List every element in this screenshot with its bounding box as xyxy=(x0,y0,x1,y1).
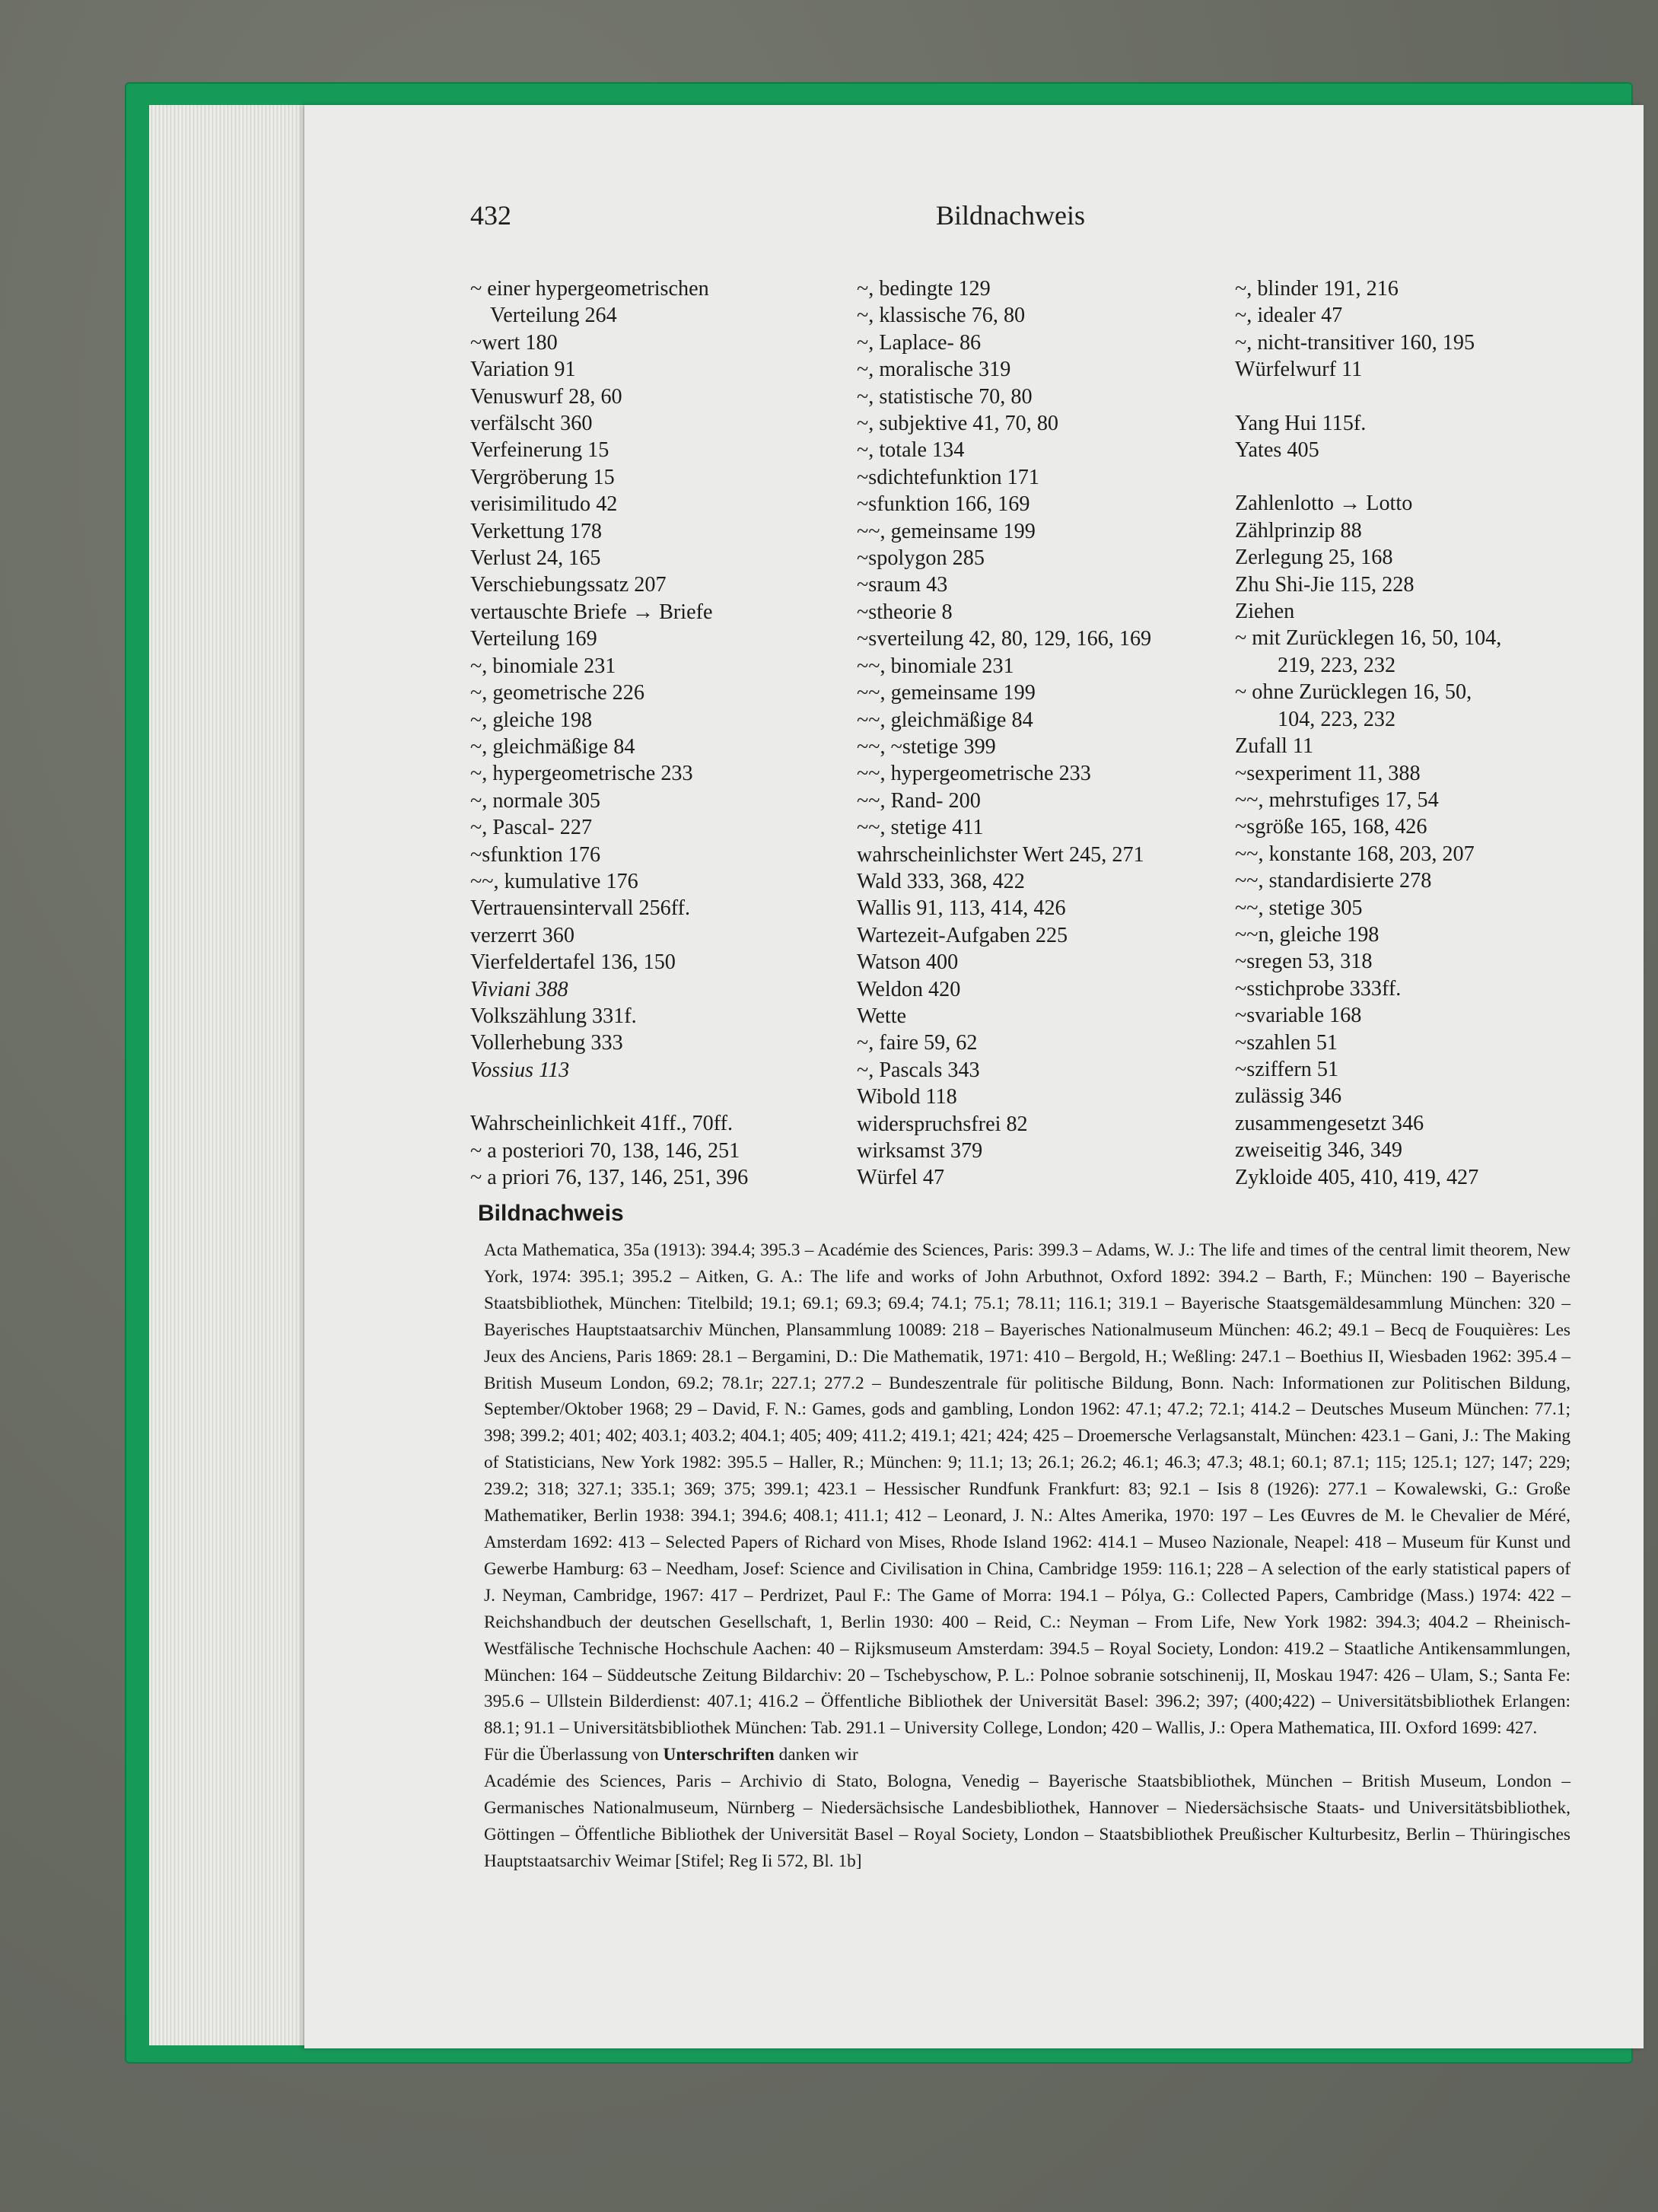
index-entry: 219, 223, 232 xyxy=(1278,653,1396,677)
credits-block xyxy=(484,1237,1570,1875)
index-column-1 xyxy=(470,275,843,1191)
index-entry: widerspruchsfrei 82 xyxy=(857,1112,1028,1136)
index-entry: ~~, gemeinsame 199 xyxy=(857,681,1036,705)
thanks-bold: Unterschriften xyxy=(663,1745,775,1765)
index-entry: Verteilung 264 xyxy=(490,304,617,328)
index-entry: zweiseitig 346, 349 xyxy=(1235,1138,1402,1163)
index-entry: ~, gleiche 198 xyxy=(470,708,593,732)
index-entry: ~~, mehrstufiges 17, 54 xyxy=(1235,788,1439,812)
index-entry: Viviani 388 xyxy=(470,977,568,1001)
index-entry: Verfeinerung 15 xyxy=(470,438,609,463)
index-entry: ~spolygon 285 xyxy=(857,546,985,571)
index-entry: ~~, standardisierte 278 xyxy=(1235,869,1432,893)
index-column-2 xyxy=(857,275,1214,1192)
index-entry: ~~, ~stetige 399 xyxy=(857,734,996,759)
index-entry: ~, gleichmäßige 84 xyxy=(470,734,635,759)
index-entry: ~~, stetige 305 xyxy=(1235,896,1363,920)
index-entry: ~wert 180 xyxy=(470,330,558,355)
index-entry: ~, faire 59, 62 xyxy=(857,1031,978,1055)
thanks-line xyxy=(484,1742,1570,1768)
index-entry: Wahrscheinlichkeit 41ff., 70ff. xyxy=(470,1112,734,1136)
index-entry: ~~, gleichmäßige 84 xyxy=(857,708,1033,732)
index-entry: zusammengesetzt 346 xyxy=(1235,1111,1424,1135)
index-entry: Vierfeldertafel 136, 150 xyxy=(470,950,676,975)
running-title: Bildnachweis xyxy=(936,200,1085,231)
index-entry: ~, statistische 70, 80 xyxy=(857,384,1033,409)
index-entry: ~sraum 43 xyxy=(857,573,948,597)
index-entry: ~, geometrische 226 xyxy=(470,681,644,705)
index-entry: ~ ohne Zurücklegen 16, 50, xyxy=(1235,680,1472,705)
index-entry: ~~n, gleiche 198 xyxy=(1235,922,1380,947)
thanks-body: Académie des Sciences, Paris – Archivio di Stato, Bologna, Venedig – Bayerische Staatsbibliothek, München – British Museum, London – Germanisches Nationalmuseum, Nürnberg – Niedersächsische Landesbibliothek, Hannover – Niedersächsische Staats- und Universitätsbibliothek, Göttingen – Öffentliche Bibliothek der Universität Basel – Royal Society, London – Staatsbibliothek Preußischer Kulturbesitz, Berlin – Thüringisches Hauptstaatsarchiv Weimar [Stifel; Reg Ii 572, Bl. 1b] xyxy=(484,1771,1570,1871)
index-column-3 xyxy=(1235,275,1593,1191)
index-entry: ~ einer hypergeometrischen xyxy=(470,277,709,301)
index-entry: ~, normale 305 xyxy=(470,788,601,813)
index-entry: ~~, konstante 168, 203, 207 xyxy=(1235,842,1475,866)
index-entry: Zykloide 405, 410, 419, 427 xyxy=(1235,1165,1479,1189)
index-entry: ~, Pascals 343 xyxy=(857,1058,980,1082)
index-entry: Wald 333, 368, 422 xyxy=(857,869,1025,893)
index-entry: verisimilitudo 42 xyxy=(470,492,618,517)
index-entry: ~, hypergeometrische 233 xyxy=(470,762,693,786)
index-entry: wahrscheinlichster Wert 245, 271 xyxy=(857,842,1144,867)
index-entry: ~sfunktion 176 xyxy=(470,842,601,867)
credits-body: Acta Mathematica, 35a (1913): 394.4; 395.3 – Académie des Sciences, Paris: 399.3 – Adams, W. J.: The life and times of the central limit theorem, New York, 1974: 395.1; 395.2 – Aitken, G. A.: The life and works of John Arbuthnot, Oxford 1892: 394.2 – Barth, F.; München: 190 – Bayerische Staatsbibliothek, München: Titelbild; 19.1; 69.1; 69.3; 69.4; 74.1; 75.1; 78.11; 116.1; 319.1 – Bayerische Staatsgemäldesammlung München: 320 – Bayerisches Hauptstaatsarchiv München, Plansammlung 10089: 218 – Bayerisches Nationalmuseum München: 46.2; 49.1 – Becq de Fouquières: Les Jeux des Anciens, Paris 1869: 28.1 – Bergamini, D.: Die Mathematik, 1971: 410 – Bergold, H.; Weßling: 247.1 – Boethius II, Wiesbaden 1962: 395.4 – British Museum London, 69.2; 78.1r; 227.1; 277.2 – Bundeszentrale für politische Bildung, Bonn. Nach: Informationen zur Politischen Bildung, September/Oktober 1968; 29 – David, F. N.: Games, gods and gambling, London 1962: 47.1; 47.2; 72.1; 414.2 – Deutsches Museum München: 77.1; 398; 399.2; 401; 402; 403.1; 403.2; 404.1; 405; 409; 411.2; 419.1; 421; 424; 425 – Droemersche Verlagsanstalt, München: 423.1 – Gani, J.: The Making of Statisticians, New York 1982: 395.5 – Haller, R.; München: 9; 11.1; 13; 26.1; 26.2; 46.1; 46.3; 47.3; 48.1; 60.1; 87.1; 115; 125.1; 127; 147; 229; 239.2; 318; 327.1; 335.1; 369; 375; 399.1; 423.1 – Hessischer Rundfunk Frankfurt: 83; 92.1 – Isis 8 (1926): 277.1 – Kowalewski, G.: Große Mathematiker, Berlin 1938: 394.1; 394.6; 408.1; 411.1; 412 – Leonard, J. N.: Altes Amerika, 1970: 197 – Les Œuvres de M. le Chevalier de Méré, Amsterdam 1692: 413 – Selected Papers of Richard von Mises, Rhode Island 1962: 414.1 – Museo Nazionale, Neapel: 418 – Museum für Kunst und Gewerbe Hamburg: 63 – Needham, Josef: Science and Civilisation in China, Cambridge 1959: 116.1; 228 – A selection of the early statistical papers of J. Neyman, Cambridge, 1967: 417 – Perdrizet, Paul F.: The Game of Morra: 194.1 – Pólya, G.: Collected Papers, Cambridge (Mass.) 1974: 422 – Reichshandbuch der deutschen Gesellschaft, 1, Berlin 1930: 400 – Reid, C.: Neyman – From Life, New York 1982: 394.3; 404.2 – Rheinisch-Westfälische Technische Hochschule Aachen: 40 – Rijksmuseum Amsterdam: 394.5 – Royal Society, London: 419.2 – Staatliche Antikensammlungen, München: 164 – Süddeutsche Zeitung Bildarchiv: 20 – Tschebyschow, P. L.: Polnoe sobranie sotschinenij, II, Moskau 1947: 426 – Ulam, S.; Santa Fe: 395.6 – Ullstein Bilderdienst: 407.1; 416.2 – Öffentliche Bibliothek der Universität Basel: 396.2; 397; (400;422) – Universitätsbibliothek Erlangen: 88.1; 91.1 – Universitätsbibliothek München: Tab. 291.1 – University College, London; 420 – Wallis, J.: Opera Mathematica, III. Oxford 1699: 427. xyxy=(484,1240,1570,1739)
index-entry: Verteilung 169 xyxy=(470,627,597,651)
index-entry: Zhu Shi-Jie 115, 228 xyxy=(1235,572,1415,597)
index-entry: 104, 223, 232 xyxy=(1278,707,1396,731)
index-entry: Volkszählung 331f. xyxy=(470,1004,637,1028)
index-entry: ~sgröße 165, 168, 426 xyxy=(1235,815,1427,839)
index-entry: verfälscht 360 xyxy=(470,412,593,436)
index-entry: Würfelwurf 11 xyxy=(1235,358,1363,382)
index-entry: Ziehen xyxy=(1235,600,1295,624)
index-entry: ~sdichtefunktion 171 xyxy=(857,465,1039,489)
index-entry: Wartezeit-Aufgaben 225 xyxy=(857,923,1068,947)
index-entry: Verlust 24, 165 xyxy=(470,546,601,571)
index-entry: Zerlegung 25, 168 xyxy=(1235,546,1393,570)
index-entry: ~, binomiale 231 xyxy=(470,654,616,678)
index-entry: Verschiebungssatz 207 xyxy=(470,573,667,597)
page-header xyxy=(470,199,1566,237)
index-entry: ~~, binomiale 231 xyxy=(857,654,1014,678)
index-entry: ~~, kumulative 176 xyxy=(470,869,638,893)
index-entry: ~sregen 53, 318 xyxy=(1235,950,1373,974)
index-entry: ~, Pascal- 227 xyxy=(470,816,593,840)
index-entry: ~stheorie 8 xyxy=(857,600,953,624)
index-entry: wirksamst 379 xyxy=(857,1139,983,1163)
index-entry: ~, nicht-transitiver 160, 195 xyxy=(1235,330,1475,355)
index-entry: vertauschte Briefe → Briefe xyxy=(470,600,713,624)
index-entry: ~, moralische 319 xyxy=(857,358,1011,382)
index-entry: ~sstichprobe 333ff. xyxy=(1235,976,1402,1001)
index-entry: ~svariable 168 xyxy=(1235,1004,1362,1028)
index-entry: verzerrt 360 xyxy=(470,923,574,947)
index-entry: Vergröberung 15 xyxy=(470,465,615,489)
index-entry: ~sverteilung 42, 80, 129, 166, 169 xyxy=(857,627,1152,651)
index-entry: Variation 91 xyxy=(470,358,576,382)
index-entry: ~, idealer 47 xyxy=(1235,304,1343,328)
index-entry: ~sexperiment 11, 388 xyxy=(1235,761,1421,785)
index-entry: Weldon 420 xyxy=(857,977,961,1001)
index-entry: Vollerhebung 333 xyxy=(470,1031,623,1055)
index-entry: Yang Hui 115f. xyxy=(1235,411,1367,435)
index-entry: ~szahlen 51 xyxy=(1235,1030,1338,1055)
index-entry: Venuswurf 28, 60 xyxy=(470,384,622,409)
index-entry: Vossius 113 xyxy=(470,1058,570,1082)
page-edges xyxy=(149,105,309,2045)
index-entry: ~~, gemeinsame 199 xyxy=(857,519,1036,543)
index-entry: Wallis 91, 113, 414, 426 xyxy=(857,896,1066,921)
index-entry: Watson 400 xyxy=(857,950,959,975)
index-entry: ~, Laplace- 86 xyxy=(857,330,982,355)
index-entry: zulässig 346 xyxy=(1235,1084,1342,1109)
index-entry: ~ a posteriori 70, 138, 146, 251 xyxy=(470,1138,740,1163)
index-entry: ~, blinder 191, 216 xyxy=(1235,277,1399,301)
index-entry: ~sfunktion 166, 169 xyxy=(857,492,1030,517)
index-entry: Zählprinzip 88 xyxy=(1235,518,1362,543)
index-entry: ~~, stetige 411 xyxy=(857,816,984,840)
index-entry: ~sziffern 51 xyxy=(1235,1057,1339,1081)
index-entry: Vertrauensintervall 256ff. xyxy=(470,896,691,921)
index-entry: Zahlenlotto → Lotto xyxy=(1235,492,1413,516)
index-entry: ~, klassische 76, 80 xyxy=(857,304,1026,328)
index-entry: Wibold 118 xyxy=(857,1085,957,1109)
page-number: 432 xyxy=(470,200,511,231)
index-entry: ~, bedingte 129 xyxy=(857,277,991,301)
index-entry: Zufall 11 xyxy=(1235,734,1314,759)
index-entry: ~ mit Zurücklegen 16, 50, 104, xyxy=(1235,626,1502,651)
index-entry: ~, totale 134 xyxy=(857,438,965,463)
index-entry: ~, subjektive 41, 70, 80 xyxy=(857,412,1059,436)
index-entry: Verkettung 178 xyxy=(470,519,603,543)
index-entry: Yates 405 xyxy=(1235,438,1319,463)
section-heading: Bildnachweis xyxy=(478,1201,624,1226)
index-entry: ~~, hypergeometrische 233 xyxy=(857,762,1091,786)
index-entry: Würfel 47 xyxy=(857,1166,945,1190)
index-entry: ~ a priori 76, 137, 146, 251, 396 xyxy=(470,1166,749,1189)
thanks-tail: danken wir xyxy=(778,1745,858,1765)
index-entry: Wette xyxy=(857,1004,907,1028)
index-entry: ~~, Rand- 200 xyxy=(857,788,981,813)
thanks-intro: Für die Überlassung von xyxy=(484,1745,659,1765)
